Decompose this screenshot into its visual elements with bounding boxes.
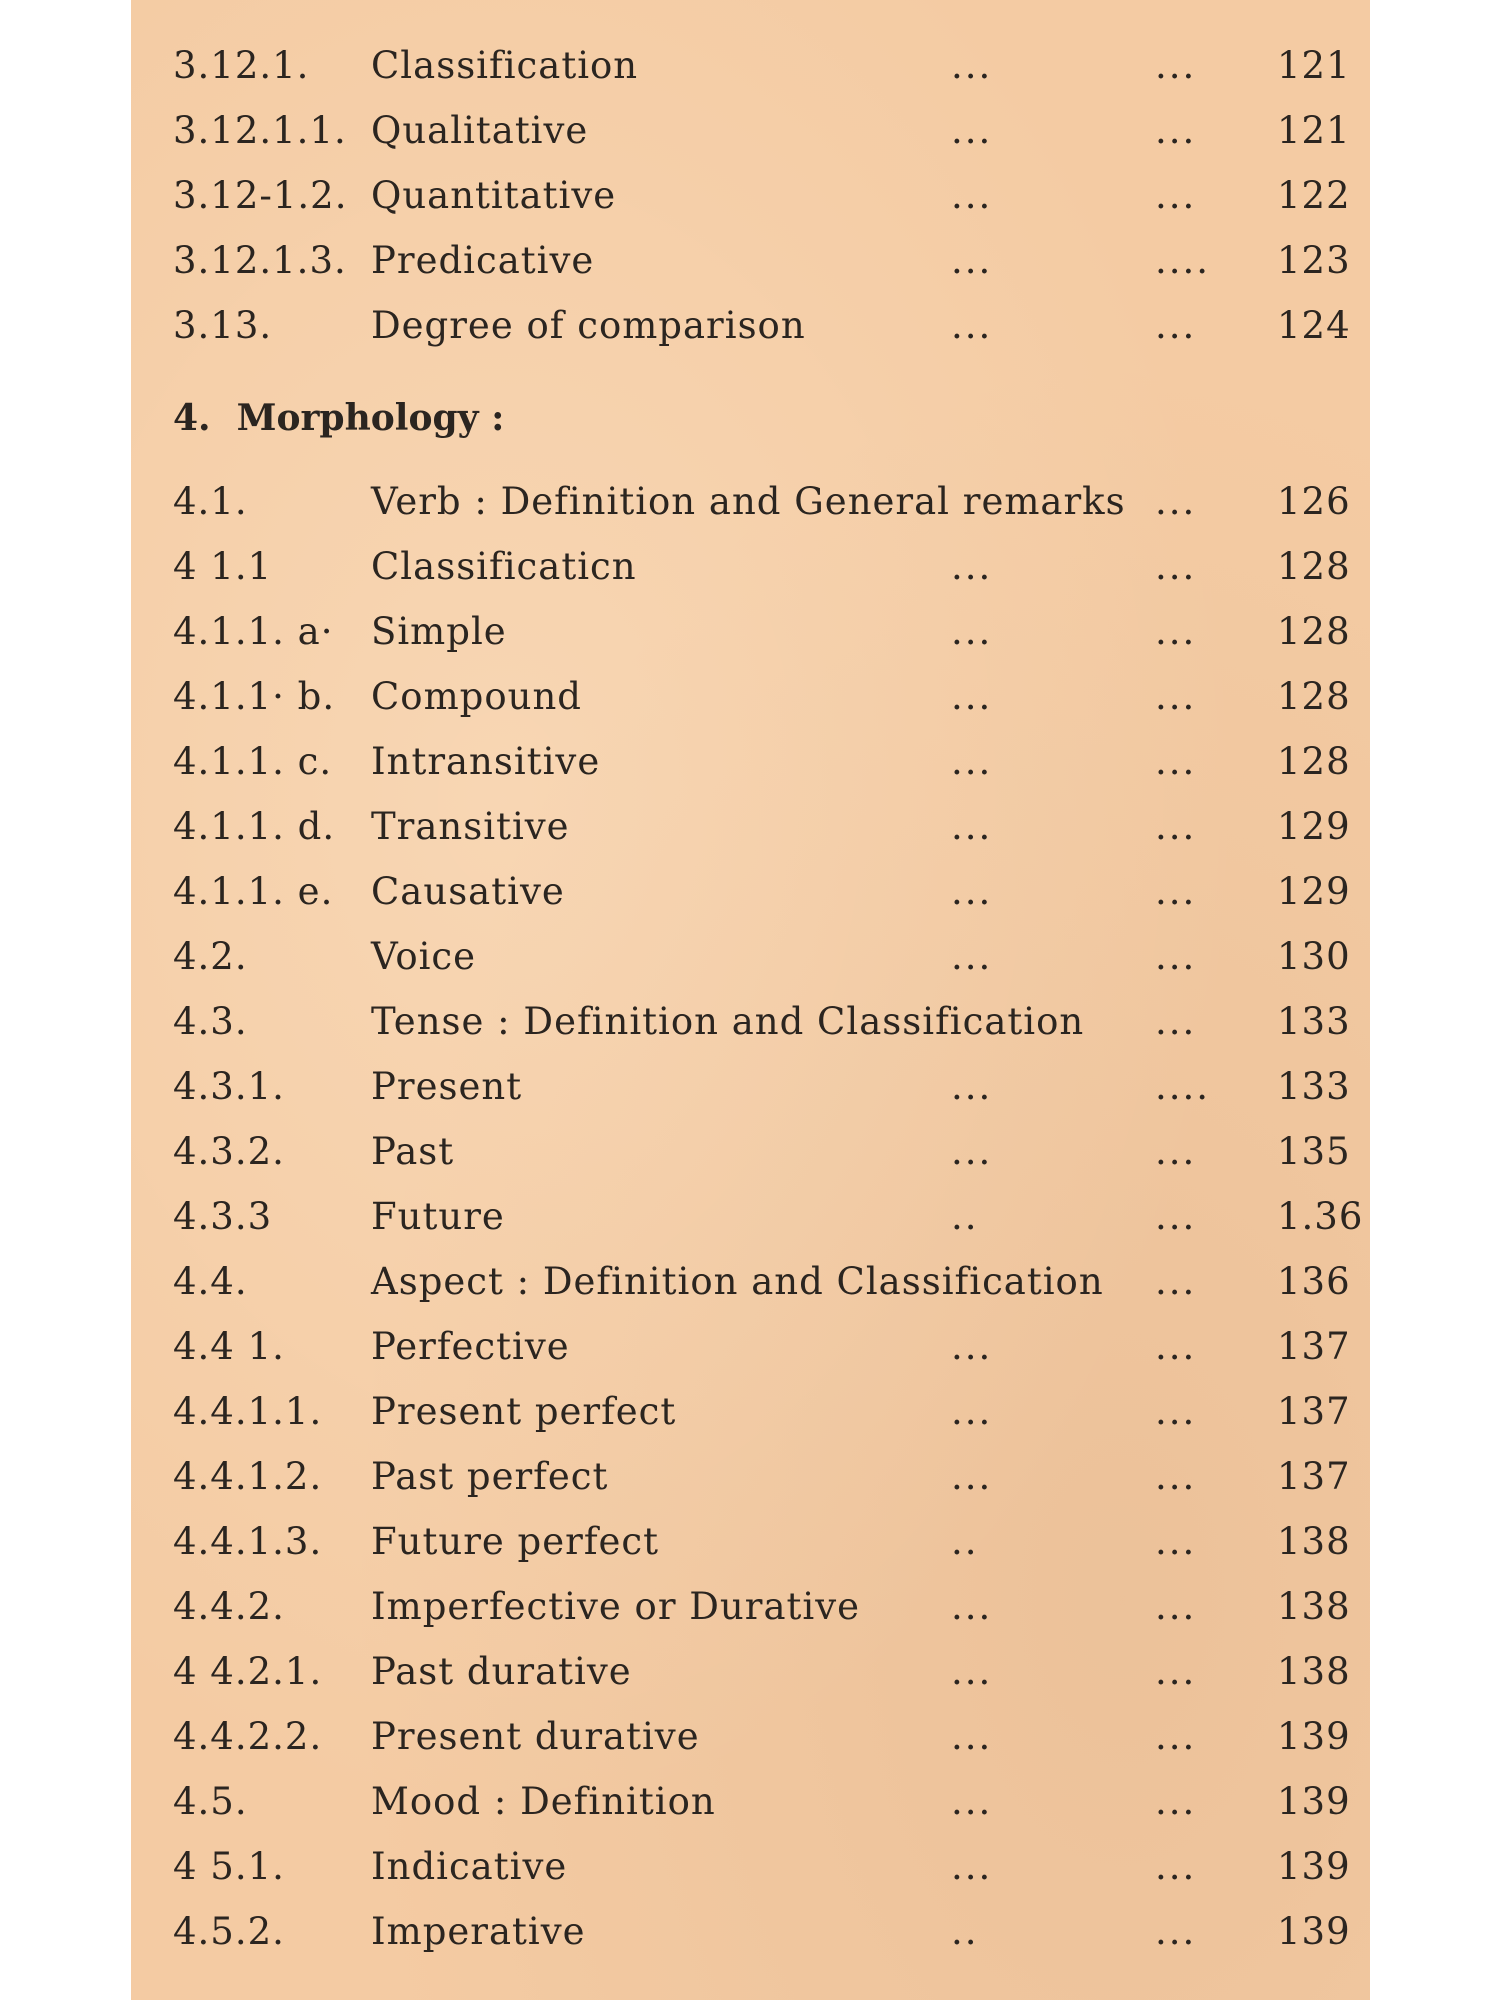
toc-leader: ... bbox=[951, 1130, 993, 1173]
toc-title: Imperative bbox=[371, 1910, 586, 1953]
toc-page-number: 138 bbox=[1277, 1520, 1351, 1563]
toc-leader: ... bbox=[951, 1390, 993, 1433]
toc-leader: ... bbox=[951, 1845, 993, 1888]
toc-leader: ... bbox=[1155, 1130, 1197, 1173]
section-heading bbox=[173, 388, 504, 448]
toc-row bbox=[131, 602, 1370, 662]
toc-leader: .. bbox=[951, 1910, 979, 1953]
toc-leader: ... bbox=[951, 610, 993, 653]
toc-page-number: 128 bbox=[1277, 545, 1351, 588]
toc-row bbox=[131, 1187, 1370, 1247]
toc-leader: ... bbox=[1155, 1910, 1197, 1953]
toc-title: Future bbox=[371, 1195, 505, 1238]
toc-number: 4.1.1. a· bbox=[173, 610, 334, 653]
toc-row bbox=[131, 537, 1370, 597]
toc-number: 4 5.1. bbox=[173, 1845, 285, 1888]
toc-number: 4.4.1.1. bbox=[173, 1390, 323, 1433]
toc-page-number: 137 bbox=[1277, 1455, 1351, 1498]
toc-row bbox=[131, 927, 1370, 987]
toc-row bbox=[131, 1057, 1370, 1117]
toc-page-number: 133 bbox=[1277, 1000, 1351, 1043]
toc-title: Indicative bbox=[371, 1845, 568, 1888]
toc-number: 4.1.1. d. bbox=[173, 805, 336, 848]
toc-page-number: 128 bbox=[1277, 610, 1351, 653]
toc-title: Voice bbox=[371, 935, 477, 978]
toc-page-number: 137 bbox=[1277, 1390, 1351, 1433]
toc-row bbox=[131, 1707, 1370, 1767]
section-heading-label: Morphology : bbox=[236, 397, 505, 439]
toc-number: 3.12.1.1. bbox=[173, 109, 347, 152]
toc-title: Degree of comparison bbox=[371, 304, 806, 347]
toc-number: 4.2. bbox=[173, 935, 248, 978]
toc-leader: ... bbox=[951, 109, 993, 152]
toc-leader: ... bbox=[951, 545, 993, 588]
toc-leader: ... bbox=[1155, 675, 1197, 718]
toc-number: 3.12.1.3. bbox=[173, 239, 347, 282]
toc-number: 4.1.1. e. bbox=[173, 870, 334, 913]
toc-leader: ... bbox=[951, 44, 993, 87]
toc-title: Intransitive bbox=[371, 740, 601, 783]
toc-number: 4.1.1. c. bbox=[173, 740, 333, 783]
toc-title: Qualitative bbox=[371, 109, 589, 152]
toc-leader: ... bbox=[1155, 1195, 1197, 1238]
toc-page-number: 133 bbox=[1277, 1065, 1351, 1108]
toc-number: 4.3. bbox=[173, 1000, 248, 1043]
toc-title: Compound bbox=[371, 675, 582, 718]
toc-page-number: 138 bbox=[1277, 1650, 1351, 1693]
toc-title: Imperfective or Durative bbox=[371, 1585, 861, 1628]
toc-leader: ... bbox=[951, 870, 993, 913]
toc-row bbox=[131, 862, 1370, 922]
toc-leader: ... bbox=[1155, 1260, 1197, 1303]
toc-number: 4.4.2.2. bbox=[173, 1715, 323, 1758]
toc-leader: ... bbox=[951, 1455, 993, 1498]
toc-number: 4.5. bbox=[173, 1780, 248, 1823]
toc-title: Present bbox=[371, 1065, 523, 1108]
toc-leader: ... bbox=[951, 1065, 993, 1108]
toc-title: Mood : Definition bbox=[371, 1780, 716, 1823]
toc-number: 4.4.1.3. bbox=[173, 1520, 323, 1563]
toc-row bbox=[131, 296, 1370, 356]
toc-leader: ... bbox=[951, 239, 993, 282]
toc-row bbox=[131, 1382, 1370, 1442]
toc-page-number: 137 bbox=[1277, 1325, 1351, 1368]
toc-leader: ... bbox=[1155, 304, 1197, 347]
toc-title: Classification bbox=[371, 44, 639, 87]
toc-leader: .. bbox=[951, 1520, 979, 1563]
toc-leader: .... bbox=[1155, 1065, 1211, 1108]
toc-title: Aspect : Definition and Classification bbox=[371, 1260, 1104, 1303]
toc-number: 4.3.1. bbox=[173, 1065, 285, 1108]
toc-row bbox=[131, 992, 1370, 1052]
toc-row bbox=[131, 166, 1370, 226]
toc-leader: ... bbox=[1155, 109, 1197, 152]
toc-leader: ... bbox=[1155, 740, 1197, 783]
toc-page-number: 130 bbox=[1277, 935, 1351, 978]
toc-title: Past bbox=[371, 1130, 455, 1173]
toc-leader: ... bbox=[1155, 1780, 1197, 1823]
toc-number: 4.1. bbox=[173, 480, 248, 523]
toc-leader: ... bbox=[951, 935, 993, 978]
toc-leader: ... bbox=[1155, 805, 1197, 848]
toc-row bbox=[131, 732, 1370, 792]
toc-title: Causative bbox=[371, 870, 565, 913]
toc-page-number: 139 bbox=[1277, 1715, 1351, 1758]
toc-row bbox=[131, 1317, 1370, 1377]
toc-number: 4 1.1 bbox=[173, 545, 273, 588]
toc-page-number: 128 bbox=[1277, 675, 1351, 718]
toc-leader: ... bbox=[1155, 1845, 1197, 1888]
toc-row bbox=[131, 1902, 1370, 1962]
toc-title: Classificaticn bbox=[371, 545, 637, 588]
toc-leader: ... bbox=[1155, 44, 1197, 87]
toc-title: Past perfect bbox=[371, 1455, 609, 1498]
toc-page-number: 136 bbox=[1277, 1260, 1351, 1303]
toc-leader: ... bbox=[951, 1650, 993, 1693]
book-page bbox=[131, 0, 1370, 2000]
toc-page-number: 1.36 bbox=[1277, 1195, 1364, 1238]
toc-leader: ... bbox=[951, 1715, 993, 1758]
toc-number: 3.13. bbox=[173, 304, 273, 347]
toc-leader: ... bbox=[1155, 174, 1197, 217]
toc-leader: ... bbox=[1155, 1585, 1197, 1628]
toc-number: 4.4.2. bbox=[173, 1585, 285, 1628]
toc-leader: ... bbox=[1155, 1520, 1197, 1563]
toc-title: Present durative bbox=[371, 1715, 700, 1758]
toc-leader: ... bbox=[1155, 1000, 1197, 1043]
toc-leader: ... bbox=[1155, 1390, 1197, 1433]
section-heading-number: 4. bbox=[173, 397, 211, 439]
toc-leader: ... bbox=[1155, 870, 1197, 913]
toc-number: 4.3.2. bbox=[173, 1130, 285, 1173]
toc-title: Simple bbox=[371, 610, 507, 653]
toc-leader: .. bbox=[951, 1195, 979, 1238]
toc-row bbox=[131, 1837, 1370, 1897]
toc-title: Past durative bbox=[371, 1650, 632, 1693]
toc-number: 4.4 1. bbox=[173, 1325, 285, 1368]
toc-title: Present perfect bbox=[371, 1390, 677, 1433]
toc-number: 3.12.1. bbox=[173, 44, 310, 87]
toc-number: 4 4.2.1. bbox=[173, 1650, 323, 1693]
toc-leader: ... bbox=[951, 740, 993, 783]
toc-page-number: 126 bbox=[1277, 480, 1351, 523]
toc-leader: ... bbox=[1155, 1650, 1197, 1693]
toc-title: Quantitative bbox=[371, 174, 617, 217]
toc-leader: ... bbox=[1155, 480, 1197, 523]
toc-leader: ... bbox=[951, 1780, 993, 1823]
toc-page-number: 121 bbox=[1277, 109, 1351, 152]
toc-row bbox=[131, 1252, 1370, 1312]
toc-row bbox=[131, 1642, 1370, 1702]
toc-page-number: 129 bbox=[1277, 805, 1351, 848]
toc-leader: ... bbox=[1155, 935, 1197, 978]
toc-title: Predicative bbox=[371, 239, 595, 282]
toc-row bbox=[131, 1512, 1370, 1572]
toc-leader: ... bbox=[1155, 1325, 1197, 1368]
toc-page-number: 139 bbox=[1277, 1780, 1351, 1823]
toc-row bbox=[131, 36, 1370, 96]
toc-row bbox=[131, 1772, 1370, 1832]
toc-number: 4.1.1· b. bbox=[173, 675, 336, 718]
toc-page-number: 123 bbox=[1277, 239, 1351, 282]
toc-leader: ... bbox=[951, 174, 993, 217]
toc-leader: ... bbox=[1155, 610, 1197, 653]
toc-title: Future perfect bbox=[371, 1520, 659, 1563]
toc-number: 4.3.3 bbox=[173, 1195, 273, 1238]
toc-page-number: 122 bbox=[1277, 174, 1351, 217]
toc-number: 4.4. bbox=[173, 1260, 248, 1303]
toc-title: Transitive bbox=[371, 805, 570, 848]
toc-leader: ... bbox=[1155, 1715, 1197, 1758]
toc-row bbox=[131, 472, 1370, 532]
toc-row bbox=[131, 1122, 1370, 1182]
toc-page-number: 139 bbox=[1277, 1910, 1351, 1953]
toc-page-number: 129 bbox=[1277, 870, 1351, 913]
toc-row bbox=[131, 797, 1370, 857]
toc-leader: .... bbox=[1155, 239, 1211, 282]
toc-page-number: 121 bbox=[1277, 44, 1351, 87]
toc-row bbox=[131, 101, 1370, 161]
toc-number: 4.5.2. bbox=[173, 1910, 285, 1953]
toc-row bbox=[131, 231, 1370, 291]
toc-leader: ... bbox=[951, 304, 993, 347]
toc-leader: ... bbox=[951, 805, 993, 848]
toc-row bbox=[131, 667, 1370, 727]
toc-leader: ... bbox=[951, 675, 993, 718]
toc-page-number: 139 bbox=[1277, 1845, 1351, 1888]
toc-leader: ... bbox=[951, 1325, 993, 1368]
toc-leader: ... bbox=[1155, 1455, 1197, 1498]
toc-title: Tense : Definition and Classification bbox=[371, 1000, 1085, 1043]
toc-row bbox=[131, 1577, 1370, 1637]
toc-row bbox=[131, 1447, 1370, 1507]
toc-leader: ... bbox=[951, 1585, 993, 1628]
toc-page-number: 135 bbox=[1277, 1130, 1351, 1173]
toc-page-number: 138 bbox=[1277, 1585, 1351, 1628]
toc-title: Verb : Definition and General remarks bbox=[371, 480, 1126, 523]
toc-number: 4.4.1.2. bbox=[173, 1455, 323, 1498]
toc-page-number: 124 bbox=[1277, 304, 1351, 347]
toc-title: Perfective bbox=[371, 1325, 570, 1368]
toc-number: 3.12-1.2. bbox=[173, 174, 348, 217]
toc-page-number: 128 bbox=[1277, 740, 1351, 783]
toc-leader: ... bbox=[1155, 545, 1197, 588]
